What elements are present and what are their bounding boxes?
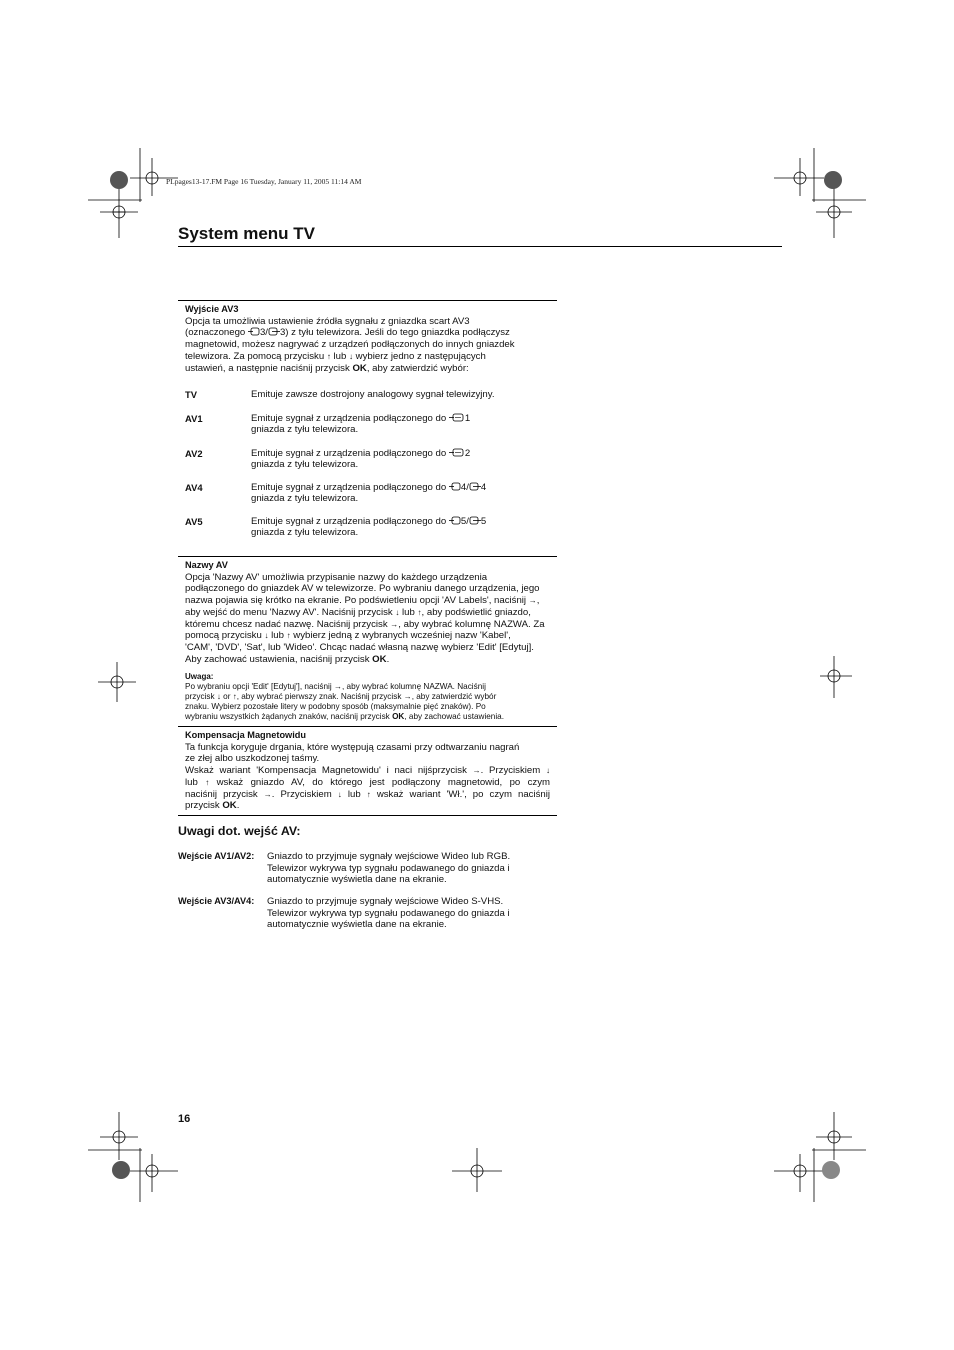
- option-desc: Emituje sygnał z urządzenia podłączonego do 4/ 4 gniazda z tyłu telewizora.: [251, 482, 487, 505]
- text-line: magnetowid, możesz nagrywać z urządzeń podłączonych do innych gniazdek: [185, 339, 515, 351]
- arrow-right-icon: →: [263, 789, 272, 799]
- scart-input-icon: [248, 327, 260, 336]
- arrow-up-icon: ↑: [366, 789, 371, 799]
- arrow-down-icon: ↓: [216, 692, 221, 702]
- section-heading: Kompensacja Magnetowidu: [185, 730, 306, 740]
- arrow-right-icon: →: [472, 766, 481, 776]
- scart-output-icon: [469, 516, 481, 525]
- arrow-down-icon: ↓: [264, 631, 269, 641]
- option-desc: Emituje sygnał z urządzenia podłączonego do 1 gniazda z tyłu telewizora.: [251, 413, 471, 436]
- text-line: aby wejść do menu 'Nazwy AV'. Naciśnij przycisk ↓ lub ↑, aby podświetlić gniazdo,: [185, 606, 531, 618]
- option-key: AV1: [185, 413, 203, 424]
- note-text: Po wybraniu opcji 'Edit' [Edytuj'], naciśnij →, aby wybrać kolumnę NAZWA. Naciśnij przycisk ↓ or ↑, aby wybrać pierwszy znak. Naciśnij przycisk →, aby zatwierdzić wybór znaku. Wybierz pozostałe litery w podobny sposób (maksymalnie pięć znaków). Po wybraniu wszystkich żądanych znaków, naciśnij przycisk OK, aby zachować ustawienia.: [185, 682, 505, 721]
- text-line: ze złej albo uszkodzonej taśmy.: [185, 753, 320, 765]
- arrow-down-icon: ↓: [395, 607, 400, 617]
- arrow-down-icon: ↓: [337, 789, 342, 799]
- av-input-desc: Gniazdo to przyjmuje sygnały wejściowe Wideo lub RGB. Telewizor wykrywa typ sygnału podawanego do gniazda i automatycznie wyświetla dane na ekranie.: [267, 851, 511, 886]
- page-number: 16: [178, 1113, 191, 1125]
- arrow-up-icon: ↑: [286, 631, 291, 641]
- scart-icon: [449, 448, 465, 457]
- arrow-up-icon: ↑: [326, 351, 331, 361]
- text-line: ustawień, a następnie naciśnij przycisk OK, aby zatwierdzić wybór:: [185, 362, 469, 374]
- text-line: lub ↑ wskaż gniazdo AV, do którego jest podłączony magnetowid, po czym: [185, 776, 551, 788]
- arrow-up-icon: ↑: [205, 777, 210, 787]
- scart-output-icon: [268, 327, 280, 336]
- scart-input-icon: [449, 516, 461, 525]
- text-line: podłączonego do gniazdek AV w telewizorze. Po wybraniu danego urządzenia, jego: [185, 583, 540, 595]
- text-line: telewizora. Za pomocą przycisku ↑ lub ↓ wybierz jedno z następujących: [185, 350, 486, 362]
- section-av3: [185, 304, 550, 374]
- scart-icon: [449, 413, 465, 422]
- scart-output-icon: [469, 482, 481, 491]
- section-rule-end: [178, 815, 557, 816]
- title-rule: [178, 246, 782, 247]
- text-line: Aby zachować ustawienia, naciśnij przycisk OK.: [185, 653, 390, 665]
- text-line: Wskaż wariant 'Kompensacja Magnetowidu' i naci nijśprzycisk →. Przyciskiem ↓: [185, 765, 550, 777]
- section-nazwy-av: [185, 560, 550, 722]
- section-rule-av3: [178, 300, 557, 301]
- av-input-desc: Gniazdo to przyjmuje sygnały wejściowe Wideo S-VHS. Telewizor wykrywa typ sygnału podawanego do gniazda i automatycznie wyświetla dane na ekranie.: [267, 896, 510, 931]
- option-key: TV: [185, 389, 197, 400]
- text-line: pomocą przycisku ↓ lub ↑ wybierz jedną z wybranych wcześniej nazw 'Kabel',: [185, 630, 511, 642]
- text-line: przycisk OK.: [185, 800, 240, 812]
- av-input-key: Wejście AV1/AV2:: [178, 851, 255, 861]
- text-line: naciśnij przycisk →. Przyciskiem ↓ lub ↑ wskaż wariant 'Wł.', po czym naciśnij: [185, 788, 550, 800]
- text-line: Ta funkcja koryguje drgania, które występują czasami przy odtwarzaniu nagrań: [185, 741, 520, 753]
- arrow-up-icon: ↑: [232, 692, 237, 702]
- text-line: nazwa pojawia się krótko na ekranie. Po podświetleniu opcji 'AV Labels', naciśnij →,: [185, 595, 540, 607]
- option-key: AV4: [185, 482, 203, 493]
- note-heading: Uwaga:: [185, 672, 214, 682]
- section-rule-nazwy: [178, 556, 557, 557]
- arrow-right-icon: →: [403, 692, 412, 702]
- text-line: 'CAM', 'DVD', 'Sat', lub 'Wideo'. Chcąc nadać własną nazwę wybierz 'Edit' [Edytuj].: [185, 641, 534, 653]
- text-line: Opcja ta umożliwia ustawienie źródła sygnału z gniazdka scart AV3: [185, 315, 470, 327]
- arrow-right-icon: →: [528, 596, 537, 606]
- arrow-down-icon: ↓: [349, 351, 353, 361]
- text-line: (oznaczonego 3/ 3) z tyłu telewizora. Jeśli do tego gniazdka podłączysz: [185, 327, 510, 339]
- option-key: AV5: [185, 516, 203, 527]
- option-desc: Emituje zawsze dostrojony analogowy sygnał telewizyjny.: [251, 389, 495, 400]
- arrow-up-icon: ↑: [417, 607, 422, 617]
- text-line: Opcja 'Nazwy AV' umożliwia przypisanie nazwy do każdego urządzenia: [185, 571, 488, 583]
- section-heading: Wyjście AV3: [185, 304, 239, 314]
- section-heading: Nazwy AV: [185, 560, 228, 570]
- option-desc: Emituje sygnał z urządzenia podłączonego do 5/ 5 gniazda z tyłu telewizora.: [251, 516, 487, 539]
- arrow-right-icon: →: [390, 619, 399, 629]
- scart-input-icon: [449, 482, 461, 491]
- option-key: AV2: [185, 448, 203, 459]
- section-kompensacja: [185, 730, 550, 812]
- print-info-line: PLpages13-17.FM Page 16 Tuesday, January 11, 2005 11:14 AM: [166, 177, 362, 186]
- text-line: któremu chcesz nadać nazwę. Naciśnij przycisk →, aby wybrać kolumnę NAZWA. Za: [185, 618, 545, 630]
- page-title: System menu TV: [178, 224, 315, 243]
- section-rule-kompensacja: [178, 726, 557, 727]
- arrow-down-icon: ↓: [546, 766, 550, 776]
- arrow-right-icon: →: [333, 682, 342, 692]
- option-desc: Emituje sygnał z urządzenia podłączonego do 2 gniazda z tyłu telewizora.: [251, 448, 471, 471]
- subsection-title: Uwagi dot. wejść AV:: [178, 824, 301, 838]
- av-input-key: Wejście AV3/AV4:: [178, 896, 255, 906]
